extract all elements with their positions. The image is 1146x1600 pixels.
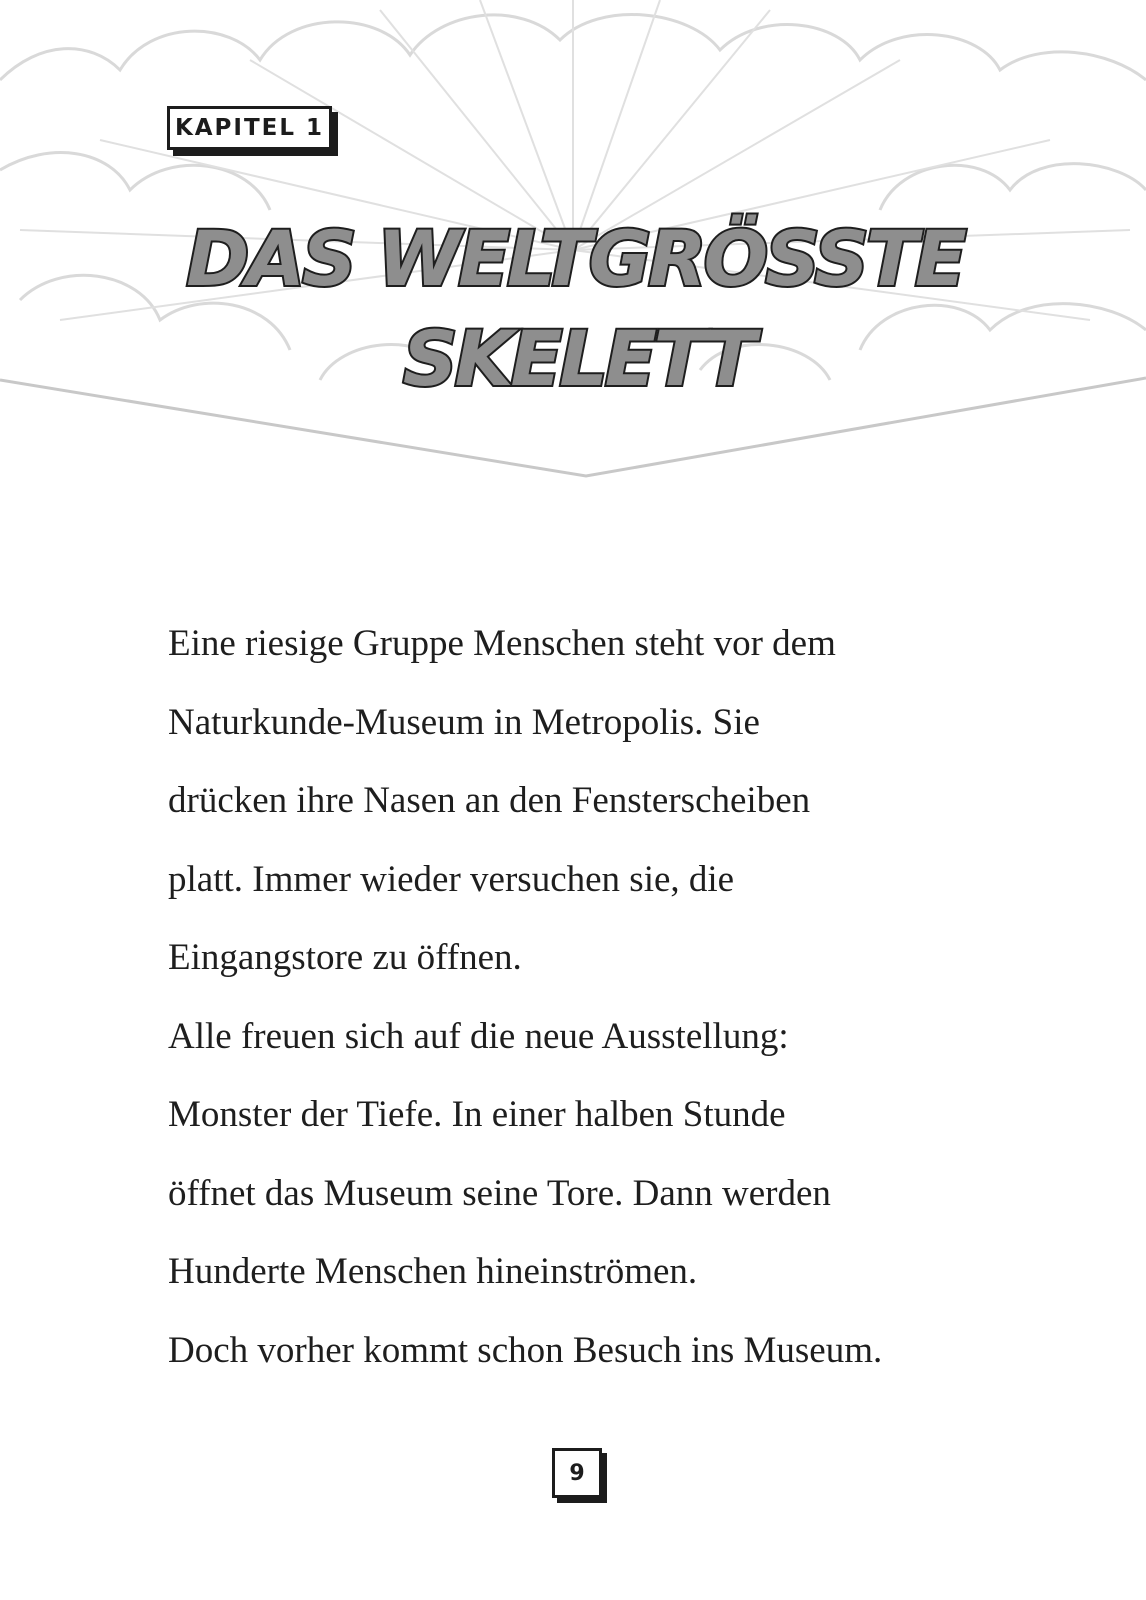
text-line: Alle freuen sich auf die neue Ausstellung: [168, 1015, 789, 1057]
chapter-title [0, 205, 1146, 405]
text-line: drücken ihre Nasen an den Fensterscheiben [168, 780, 811, 821]
text-line: Monster der Tiefe. In einer halben Stunde [168, 1094, 786, 1135]
title-line-1: DAS WELTGRÖSSTE [186, 214, 964, 303]
title-line-2: SKELETT [402, 314, 754, 403]
text-line: Naturkunde-Museum in Metropolis. Sie [168, 701, 760, 743]
chapter-label: KAPITEL 1 [167, 106, 332, 150]
text-line: Eine riesige Gruppe Menschen steht vor dem [168, 623, 836, 664]
text-line: platt. Immer wieder versuchen sie, die [168, 858, 735, 900]
text-line: Eingangstore zu öffnen. [168, 937, 522, 978]
text-line: Hunderte Menschen hineinströmen. [168, 1251, 698, 1292]
page-number: 9 [552, 1448, 602, 1498]
text-line: öffnet das Museum seine Tore. Dann werden [168, 1172, 831, 1214]
story-text [168, 605, 1068, 1390]
text-line: Doch vorher kommt schon Besuch ins Museum. [168, 1329, 883, 1371]
